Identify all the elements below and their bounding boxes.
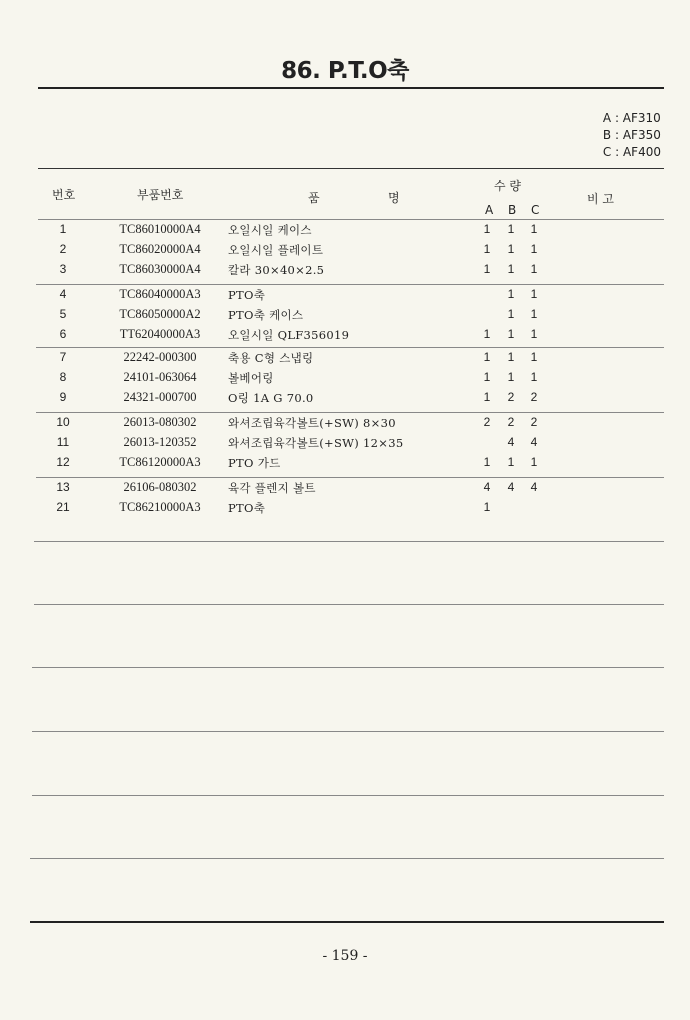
item-number: 13 bbox=[56, 480, 70, 494]
part-number: TC86120000A3 bbox=[119, 455, 201, 469]
part-number: TC86020000A4 bbox=[119, 242, 201, 256]
table-top-rule bbox=[38, 168, 664, 169]
qty-c: 4 bbox=[530, 435, 538, 449]
table-row bbox=[0, 287, 690, 307]
table-row bbox=[0, 480, 690, 500]
part-name: 칼라 30×40×2.5 bbox=[228, 263, 325, 277]
part-name: O링 1A G 70.0 bbox=[228, 391, 314, 405]
table-row bbox=[0, 390, 690, 410]
qty-c: 1 bbox=[530, 455, 538, 469]
table-row bbox=[0, 415, 690, 435]
item-number: 4 bbox=[59, 287, 67, 301]
model-c: C : AF400 bbox=[602, 145, 661, 159]
qty-c: 1 bbox=[530, 287, 538, 301]
qty-c: 4 bbox=[530, 480, 538, 494]
qty-c: 2 bbox=[530, 415, 538, 429]
table-row bbox=[0, 242, 690, 262]
qty-a: 1 bbox=[483, 350, 491, 364]
part-name: 오일시일 플레이트 bbox=[228, 243, 324, 257]
part-name: 와셔조립육각볼트(+SW) 8×30 bbox=[228, 416, 396, 430]
qty-b: 1 bbox=[507, 307, 515, 321]
qty-b: 1 bbox=[507, 455, 515, 469]
qty-c: 1 bbox=[530, 327, 538, 341]
part-number: TC86210000A3 bbox=[119, 500, 201, 514]
qty-b: 4 bbox=[507, 435, 515, 449]
part-number: TC86030000A4 bbox=[119, 262, 201, 276]
part-name: 오일시일 케이스 bbox=[228, 223, 312, 237]
part-name: PTO축 케이스 bbox=[228, 308, 304, 322]
item-number: 9 bbox=[59, 390, 67, 404]
qty-a: 1 bbox=[483, 327, 491, 341]
part-name: 육각 플렌지 볼트 bbox=[228, 481, 316, 495]
qty-b: 1 bbox=[507, 370, 515, 384]
blank-rule bbox=[34, 604, 664, 605]
part-number: TC86050000A2 bbox=[119, 307, 201, 321]
blank-rule bbox=[30, 858, 664, 859]
blank-rule bbox=[32, 795, 664, 796]
table-row bbox=[0, 307, 690, 327]
qty-c: 2 bbox=[530, 390, 538, 404]
blank-rule bbox=[34, 541, 664, 542]
header-name-2: 명 bbox=[388, 191, 400, 205]
part-number: 26013-080302 bbox=[123, 415, 197, 429]
part-name: 축용 C형 스냅링 bbox=[228, 351, 314, 365]
part-name: PTO축 bbox=[228, 288, 266, 302]
table-row bbox=[0, 350, 690, 370]
qty-c: 1 bbox=[530, 242, 538, 256]
qty-c: 1 bbox=[530, 370, 538, 384]
model-a: A : AF310 bbox=[602, 111, 661, 125]
qty-a: 1 bbox=[483, 500, 491, 514]
qty-c: 1 bbox=[530, 307, 538, 321]
table-row bbox=[0, 262, 690, 282]
qty-c: 1 bbox=[530, 262, 538, 276]
header-rule bbox=[38, 219, 664, 220]
qty-a: 4 bbox=[483, 480, 491, 494]
header-qty: 수 량 bbox=[494, 179, 521, 193]
part-name: PTO 가드 bbox=[228, 456, 281, 470]
qty-b: 1 bbox=[507, 350, 515, 364]
part-number: 26106-080302 bbox=[123, 480, 197, 494]
item-number: 3 bbox=[59, 262, 67, 276]
model-legend bbox=[603, 110, 661, 161]
item-number: 5 bbox=[59, 307, 67, 321]
qty-b: 1 bbox=[507, 222, 515, 236]
part-number: 24321-000700 bbox=[123, 390, 197, 404]
qty-b: 1 bbox=[507, 262, 515, 276]
group-rule bbox=[36, 347, 664, 348]
page-title: 86. P.T.O축 bbox=[281, 58, 409, 84]
item-number: 8 bbox=[59, 370, 67, 384]
qty-a: 2 bbox=[483, 415, 491, 429]
page-number: - 159 - bbox=[322, 948, 368, 964]
qty-a: 1 bbox=[483, 390, 491, 404]
header-remark: 비 고 bbox=[587, 192, 614, 206]
qty-b: 4 bbox=[507, 480, 515, 494]
part-name: 볼베어링 bbox=[228, 371, 274, 385]
table-row bbox=[0, 455, 690, 475]
item-number: 21 bbox=[56, 500, 70, 514]
part-number: 26013-120352 bbox=[123, 435, 197, 449]
qty-b: 2 bbox=[507, 415, 515, 429]
title-rule bbox=[38, 87, 664, 89]
part-name: PTO축 bbox=[228, 501, 266, 515]
qty-a: 1 bbox=[483, 242, 491, 256]
group-rule bbox=[36, 284, 664, 285]
qty-b: 1 bbox=[507, 242, 515, 256]
part-number: TC86010000A4 bbox=[119, 222, 201, 236]
item-number: 7 bbox=[59, 350, 67, 364]
item-number: 2 bbox=[59, 242, 67, 256]
header-qty-b: B bbox=[508, 203, 517, 217]
blank-rule bbox=[32, 667, 664, 668]
qty-a: 1 bbox=[483, 370, 491, 384]
model-b: B : AF350 bbox=[602, 128, 661, 142]
table-row bbox=[0, 435, 690, 455]
qty-c: 1 bbox=[530, 350, 538, 364]
part-name: 와셔조립육각볼트(+SW) 12×35 bbox=[228, 436, 404, 450]
blank-rule bbox=[32, 731, 664, 732]
item-number: 6 bbox=[59, 327, 67, 341]
group-rule bbox=[36, 477, 664, 478]
header-qty-a: A bbox=[485, 203, 494, 217]
table-bottom-rule bbox=[30, 921, 664, 923]
header-name-1: 품 bbox=[308, 191, 320, 205]
qty-a: 1 bbox=[483, 262, 491, 276]
part-number: 24101-063064 bbox=[123, 370, 197, 384]
item-number: 10 bbox=[56, 415, 70, 429]
part-number: TT62040000A3 bbox=[119, 327, 201, 341]
qty-b: 2 bbox=[507, 390, 515, 404]
item-number: 11 bbox=[56, 435, 70, 449]
qty-c: 1 bbox=[530, 222, 538, 236]
header-qty-c: C bbox=[531, 203, 540, 217]
part-name: 오일시일 QLF356019 bbox=[228, 328, 350, 342]
item-number: 1 bbox=[59, 222, 67, 236]
qty-a: 1 bbox=[483, 222, 491, 236]
header-part-no: 부품번호 bbox=[137, 188, 184, 202]
part-number: 22242-000300 bbox=[123, 350, 197, 364]
table-row bbox=[0, 500, 690, 520]
table-row bbox=[0, 370, 690, 390]
header-no: 번호 bbox=[52, 188, 76, 202]
qty-b: 1 bbox=[507, 287, 515, 301]
item-number: 12 bbox=[56, 455, 70, 469]
qty-b: 1 bbox=[507, 327, 515, 341]
qty-a: 1 bbox=[483, 455, 491, 469]
table-row bbox=[0, 327, 690, 347]
table-row bbox=[0, 222, 690, 242]
group-rule bbox=[36, 412, 664, 413]
part-number: TC86040000A3 bbox=[119, 287, 201, 301]
